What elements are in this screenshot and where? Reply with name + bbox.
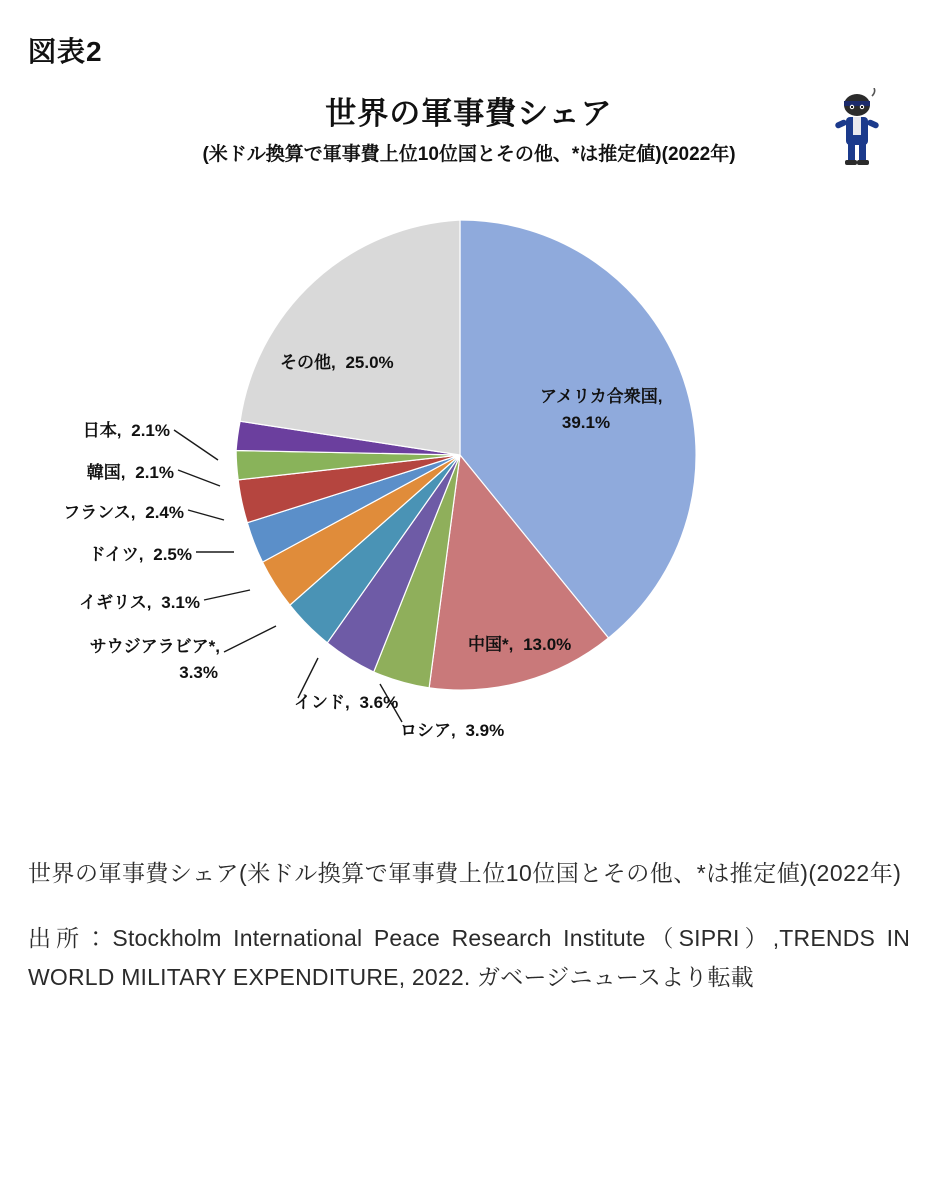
pie-label-germany-name: ドイツ, <box>88 545 144 564</box>
pie-label-others-value: 25.0% <box>345 353 394 372</box>
pie-label-uk <box>79 593 200 612</box>
pie-label-china-name: 中国*, <box>468 635 514 654</box>
pie-chart-svg <box>28 170 910 770</box>
pie-label-india <box>294 693 398 712</box>
pie-label-korea-name: 韓国, <box>86 463 126 482</box>
pie-label-uk-name: イギリス, <box>79 593 152 612</box>
pie-label-usa-value: 39.1% <box>561 413 611 432</box>
leader-saudi <box>224 626 276 652</box>
leader-korea <box>178 470 220 486</box>
pie-label-saudi-value: 3.3% <box>179 663 218 682</box>
leader-india <box>298 658 318 698</box>
pie-label-france <box>63 503 184 522</box>
chart-block <box>28 88 910 848</box>
figure-source: 出所：Stockholm International Peace Research Institute（SIPRI）,TRENDS IN WORLD MILITARY EXPENDITURE, 2022. ガベージニュースより転載 <box>28 925 910 991</box>
pie-label-uk-value: 3.1% <box>161 593 200 612</box>
chart-subtitle: (米ドル換算で軍事費上位10位国とその他、*は推定値)(2022年) <box>202 144 736 165</box>
pie-chart <box>28 170 910 770</box>
pie-slice-others <box>240 220 460 455</box>
pie-label-russia-name: ロシア, <box>400 721 456 740</box>
pie-label-china-value: 13.0% <box>523 635 572 654</box>
pie-label-others <box>280 352 394 372</box>
figure-label: 図表2 <box>28 36 103 67</box>
leader-france <box>188 510 224 520</box>
pie-label-france-value: 2.4% <box>145 503 184 522</box>
pie-label-india-name: インド, <box>294 693 350 712</box>
leader-japan <box>174 430 218 460</box>
pie-label-korea <box>87 462 174 482</box>
pie-label-russia <box>400 721 504 740</box>
chart-title: 世界の軍事費シェア <box>325 96 613 131</box>
pie-label-japan <box>83 420 170 440</box>
pie-label-usa-name: アメリカ合衆国, <box>540 387 663 406</box>
pie-label-others-name: その他, <box>280 353 336 372</box>
pie-label-saudi-name: サウジアラビア*, <box>89 637 220 656</box>
figure-caption: 世界の軍事費シェア(米ドル換算で軍事費上位10位国とその他、*は推定値)(2022年) <box>28 860 902 886</box>
mascot-icon <box>822 88 892 168</box>
leader-uk <box>204 590 250 600</box>
pie-slices <box>236 220 696 690</box>
pie-label-france-name: フランス, <box>63 503 136 522</box>
pie-label-india-value: 3.6% <box>359 693 399 712</box>
pie-label-germany-value: 2.5% <box>153 545 192 564</box>
pie-label-japan-value: 2.1% <box>131 421 170 440</box>
pie-label-russia-value: 3.9% <box>465 721 505 740</box>
pie-label-japan-name: 日本, <box>82 421 122 440</box>
pie-label-germany <box>89 545 192 564</box>
pie-label-korea-value: 2.1% <box>135 463 174 482</box>
